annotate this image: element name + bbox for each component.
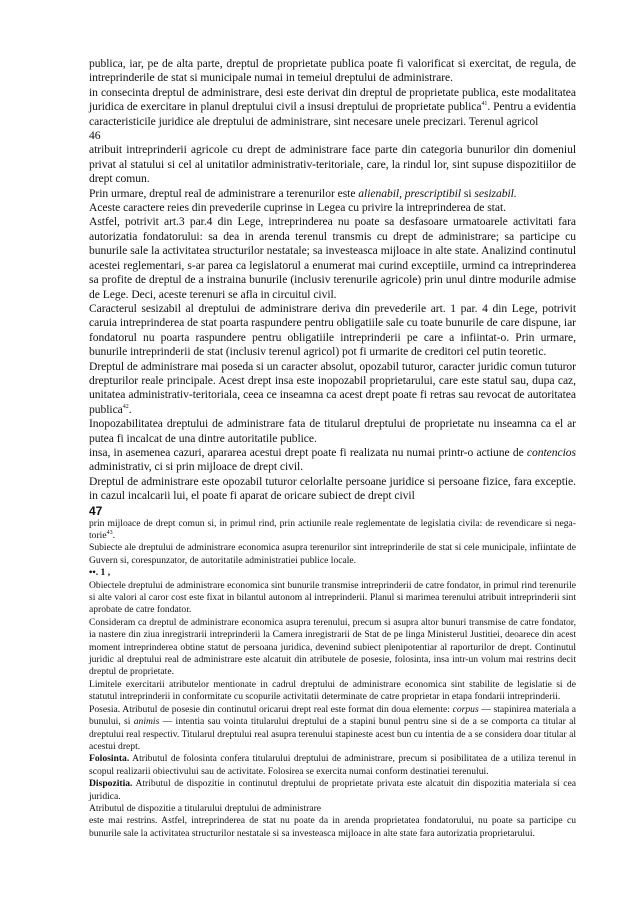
paragraph-characteristics [89, 187, 576, 201]
footnote-ref: 43 [106, 529, 113, 536]
paragraph-law-reference [89, 201, 576, 215]
paragraph-registration [89, 617, 576, 679]
text: ••. 1 , [89, 567, 111, 579]
text: Inopozabilitatea dreptului de administrare fata de titularul dreptului de proprietate nu inseamna ca el ar putea fi incalcat de una dintre autoritatile publice. [89, 417, 576, 445]
text: administrativ, ci si prin mijloace de drept civil. [89, 460, 304, 474]
paragraph-agricultural-land [89, 143, 576, 186]
paragraph-inopposability [89, 417, 576, 446]
paragraph-absolute [89, 360, 576, 418]
text: Atributul de dispozitie a titularului dreptului de administrare [89, 802, 322, 814]
paragraph-public-property [89, 57, 576, 86]
text: . [128, 402, 132, 416]
text: . Pentru a evidentia caracteristicile juridice ale dreptului de administrare, sint necesare unele precizari. Terenul agricol [89, 100, 576, 128]
text: Dreptul de administrare este opozabil tuturor celorlalte persoane juridice si persoane fizice, fara exceptie. in cazul incalcarii lui, el poate fi aparat de oricare subiect de drept civil [89, 474, 576, 503]
paragraph-seizable [89, 302, 576, 360]
text: . [112, 530, 115, 541]
text: Atributul de dispozitie in continutul dreptului de proprietate privata este alcatuit din dispozitia materiala si cea juridica. [89, 778, 576, 802]
page-number: 46 [89, 129, 101, 143]
text: Aceste caractere reies din prevederile cuprinse in Legea cu privire la intreprinderea de stat. [89, 201, 506, 215]
italic-text: animis [133, 716, 160, 728]
text: Atributul de folosinta confera titularului dreptului de administrare, precum si posibilitatea de a utiliza terenul in scopul realizarii obiectivului sau de activitate. Folosirea se exercita numai conform destinatiei terenului. [89, 753, 576, 777]
page-number: 47 [89, 503, 103, 518]
paragraph-limits [89, 679, 576, 704]
paragraph-opposable [89, 475, 576, 504]
paragraph-common-law [89, 518, 576, 543]
text: in consecinta dreptul de administrare, desi este derivat din dreptul de proprietate publica, este modalitatea juridica de exercitare in planul dreptului civil a insusi dreptului de proprietate publica [89, 85, 576, 114]
text: atribuit intreprinderii agricole cu drept de administrare face parte din categoria bunurilor din domeniul privat al statului si cel al unitatilor administrativ-teritoriale, care, la rindul lor, sint supuse dispozitiilor de drept comun. [89, 143, 576, 186]
footnote-ref: 42 [122, 403, 129, 410]
text: este mai restrins. Astfel, intreprinderea de stat nu poate da in arenda proprietatea fondatorului, nu poate sa participe cu bunurile sale la activitatea structurilor nestatale si sa investeasca mijloace in alte state fara autorizatia proprietarului. [89, 815, 576, 839]
text: si [461, 186, 475, 200]
text: Subiecte ale dreptului de administrare economica asupra terenurilor sint intreprinderile de stat si cele municipale, infiintate de Guvern si, corespunzator, de autoritatile administratiei publice locale. [89, 542, 576, 566]
text: Consideram ca dreptul de administrare economica asupra terenului, precum si asupra altor bunuri transmise de catre fondator, ia nastere din ziua inregistrarii intreprinderii la Camera inregistrarii de Stat de pe linga Ministerul Justitiei, deoarece din acest moment intreprinderea obtine statut de persoana juridica, devenind subiect plenipotentiar al raporturilor de drept. Continutul juridic al dreptului real de administrare este alcatuit din atributele de posesie, folosinta, insa intr-un volum mai restrins decit dreptul de proprietate. [89, 616, 576, 678]
footnote-ref: 41 [481, 101, 488, 108]
paragraph-administration-right [89, 86, 576, 129]
italic-text: alienabil, prescriptibil [358, 186, 462, 200]
italic-text: contencios [526, 445, 576, 459]
paragraph-contencios [89, 446, 576, 475]
text: Limitele exercitarii atributelor mentionate in cadrul dreptului de administrare economica sint stabilite de legislatie si de statutul intreprinderii in conformitate cu scopurile activitatii determinate de catre proprietar in etapa fondarii intreprinderii. [89, 678, 576, 703]
document-page [89, 57, 576, 840]
paragraph-possession [89, 704, 576, 754]
bold-heading: Folosinta. [89, 753, 130, 765]
text: — stapinirea materiala a bunului, si [89, 703, 576, 728]
text: — intentia sau vointa titularului dreptului de a stapini bunul pentru sine si de a se comporta ca titular al dreptului real respectiv. Titularul dreptului real asupra terenului stapineste acest bun cu intentia de a se considera doar titular al acestui drept. [89, 716, 576, 752]
text: Obiectele dreptului de administrare economica sint bunurile transmise intreprinderii de catre fondator, in primul rind terenurile si alte valori al caror cost este fixat in bilantul autonom al intreprinderii. Planul si marimea terenului atribuit intreprinderii sint aprobate de catre fondator. [89, 579, 576, 616]
italic-text: sesizabil. [474, 186, 517, 200]
paragraph-restricted [89, 815, 576, 840]
bold-heading: Dispozitia. [89, 778, 133, 790]
text: publica, iar, pe de alta parte, dreptul de proprietate publica poate fi valorificat si exercitat, de regula, de intreprinderile de stat si municipale numai in temeiul dreptului de administrare. [89, 57, 576, 85]
paragraph-use [89, 753, 576, 778]
text: Dreptul de administrare mai poseda si un caracter absolut, opozabil tuturor, caracter juridic comun tuturor drepturilor reale principale. Acest drept insa este inopozabil proprietarului, care este statul sau, dupa caz, unitatea administrativ-teritoriala, ceea ce inseamna ca acest drept poate fi retras sau revocat de autoritatea publica [89, 359, 576, 416]
text: prin mijloace de drept comun si, in primul rind, prin actiunile reale reglementate de legislatia civila: de revendicare si nega-torie [89, 517, 576, 541]
text: insa, in asemenea cazuri, apararea acestui drept poate fi realizata nu numai printr-o actiune de [89, 445, 527, 459]
paragraph-objects [89, 580, 576, 617]
paragraph-subjects [89, 542, 576, 567]
scan-artifact [89, 567, 576, 579]
paragraph-disposition-holder [89, 803, 576, 815]
text: Posesia. Atributul de posesie din continutul oricarui drept real este format din doua elemente: [89, 703, 453, 715]
paragraph-disposition [89, 778, 576, 803]
italic-text: corpus [452, 703, 479, 715]
paragraph-art3 [89, 215, 576, 301]
text: Prin urmare, dreptul real de administrare a terenurilor este [89, 186, 359, 200]
text: Astfel, potrivit art.3 par.4 din Lege, intreprinderea nu poate sa desfasoare urmatoarele activitati fara autorizatia fondatorului: sa dea in arenda terenul transmis cu drept de administrare; sa participe cu bunurile sale la activitatea structurilor nestatale; sa investeasca mijloace in alte state. Analizind continutul acestei reglementari, s-ar parea ca legislatorul a enumerat mai curind exceptiile, urmind ca intreprinderea sa profite de dreptul de a instraina bunurile (inclusiv terenurile agricole) prin unul dintre modurile admise de Lege. Deci, aceste terenuri se afla in circuitul civil. [89, 215, 576, 301]
text: Caracterul sesizabil al dreptului de administrare deriva din prevederile art. 1 par. 4 din Lege, potrivit caruia intreprinderea de stat poarta raspundere pentru obligatiile sale cu toate bunurile de care dispune, iar fondatorul nu poarta raspundere pentru obligatiile intreprinderii pe care a infiintat-o. Prin urmare, bunurile intreprinderii de stat (inclusiv terenul agricol) pot fi urmarite de creditori cel putin teoretic. [89, 301, 576, 359]
